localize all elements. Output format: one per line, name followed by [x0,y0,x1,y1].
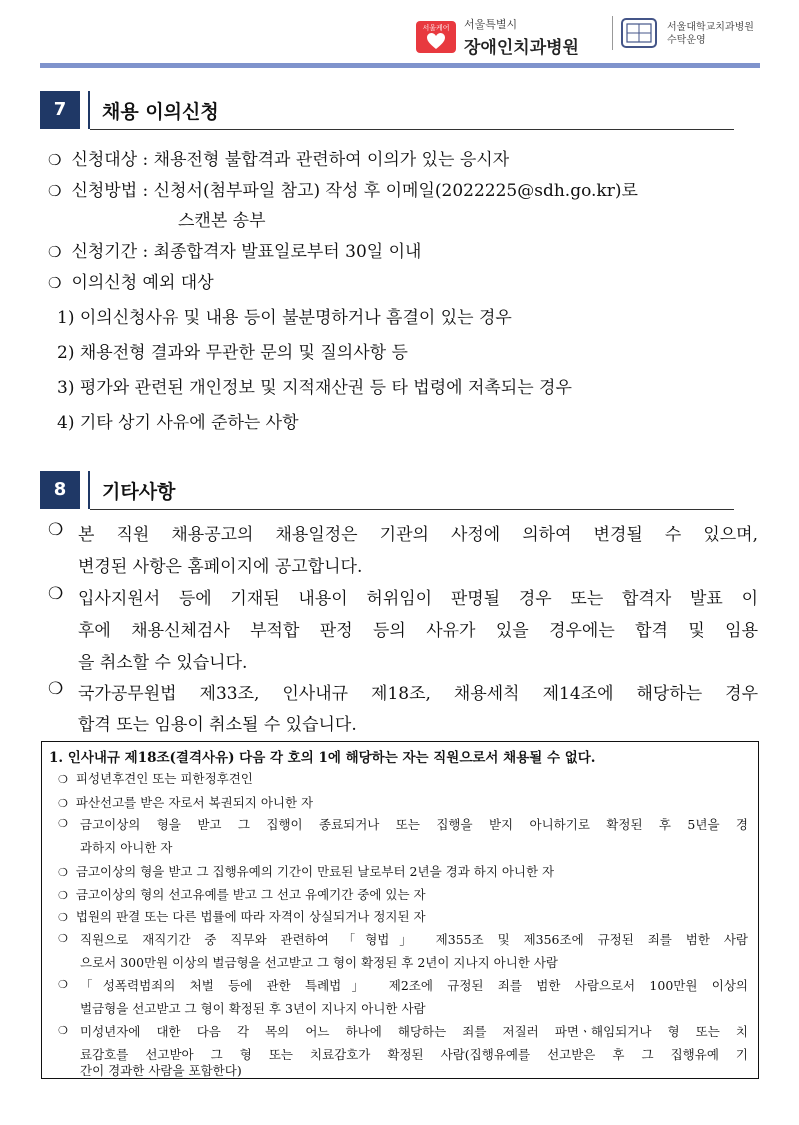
item-text: 법원의 판결 또는 다른 법률에 따라 자격이 상실되거나 정지된 자 [75,909,426,924]
bullet-icon: ❍ [58,889,68,902]
list-item [48,268,214,293]
section-underline [90,509,734,510]
item-text: 간이 경과한 사람을 포함한다) [80,1063,242,1078]
bullet-icon: ❍ [48,520,64,540]
partner-role: 수탁운영 [667,35,706,46]
logo-hospital-name: 장애인치과병원 [464,38,579,58]
bullet-icon: ❍ [58,911,68,924]
paragraph-line: 입사지원서 등에 기재된 내용이 허위임이 판명될 경우 또는 합격자 발표 이 [78,589,758,609]
bullet-icon: ❍ [58,773,68,786]
item-text: 이의신청 예외 대상 [71,273,214,293]
item-text: 신청기간 : 최종합격자 발표일로부터 30일 이내 [71,242,422,262]
section-divider [88,91,90,129]
bullet-icon: ❍ [58,817,68,830]
exception-item: 2) 채용전형 결과와 무관한 문의 및 질의사항 등 [57,343,408,363]
section-number: 7 [40,91,80,129]
logo-city: 서울특별시 [464,18,518,31]
exception-item: 4) 기타 상기 사유에 준하는 사항 [57,413,299,433]
item-text: 료감호를 선고받아 그 형 또는 치료감호가 확정된 사람(집행유예를 선고받은 후 그 집행유예 기 [80,1047,748,1062]
paragraph-line: 합격 또는 임용이 취소될 수 있습니다. [78,715,357,735]
paragraph-line: 을 취소할 수 있습니다. [78,653,248,673]
logo-divider [612,16,613,50]
university-seal-icon [620,17,658,49]
section-8-header [40,471,740,509]
list-item-continuation: 스캔본 송부 [178,211,266,231]
paragraph-line: 후에 채용신체검사 부적합 판정 등의 사유가 있을 경우에는 합격 및 임용 [78,621,758,641]
bullet-icon: ❍ [48,243,62,261]
bullet-icon: ❍ [48,182,62,200]
bullet-icon: ❍ [58,932,68,945]
list-item [48,237,421,262]
section-7-header [40,91,740,129]
bullet-icon: ❍ [58,1024,68,1037]
paragraph-line: 국가공무원법 제33조, 인사내규 제18조, 채용세칙 제14조에 해당하는 경우 [78,684,758,704]
item-text: 으로서 300만원 이상의 벌금형을 선고받고 그 형이 확정된 후 2년이 지나지 아니한 사람 [80,955,558,970]
item-text: 신청방법 : 신청서(첨부파일 참고) 작성 후 이메일(2022225@sdh.go.kr)로 [71,181,638,201]
list-item [58,793,313,811]
item-text: 벌금형을 선고받고 그 형이 확정된 후 3년이 지나지 아니한 사람 [80,1001,426,1016]
list-item [48,176,638,201]
logo-tag: 서울케어 [422,24,450,32]
bullet-icon: ❍ [48,151,62,169]
heart-logo-icon [416,21,456,53]
item-text: 금고이상의 형을 받고 그 집행유예의 기간이 만료된 날로부터 2년을 경과 하지 아니한 자 [75,864,555,879]
page-header [0,10,799,70]
list-item [58,862,554,880]
paragraph-line: 변경된 사항은 홈페이지에 공고합니다. [78,557,363,577]
partner-name: 서울대학교치과병원 [667,22,754,33]
bullet-icon: ❍ [48,274,62,292]
paragraph-line: 본 직원 채용공고의 채용일정은 기관의 사정에 의하여 변경될 수 있으며, [78,525,758,545]
list-item [58,907,426,925]
box-heading: 1. 인사내규 제18조(결격사유) 다음 각 호의 1에 해당하는 자는 직원으로서 채용될 수 없다. [49,750,596,766]
section-divider [88,471,90,509]
bullet-icon: ❍ [58,797,68,810]
item-text: 피성년후견인 또는 피한정후견인 [75,771,253,786]
section-number: 8 [40,471,80,509]
section-underline [90,129,734,130]
item-text: 파산선고를 받은 자로서 복권되지 아니한 자 [75,795,314,810]
list-item [58,769,253,787]
item-text: 직원으로 재직기간 중 직무와 관련하여 「형법」 제355조 및 제356조에 규정된 죄를 범한 사람 [80,932,748,947]
hospital-logo [416,16,579,58]
exception-item: 1) 이의신청사유 및 내용 등이 불분명하거나 흠결이 있는 경우 [57,308,512,328]
section-title: 채용 이의신청 [102,101,219,123]
list-item [48,145,509,170]
bullet-icon: ❍ [58,978,68,991]
item-text: 미성년자에 대한 다음 각 목의 어느 하나에 해당하는 죄를 저질러 파면ㆍ해임되거나 형 또는 치 [80,1024,748,1039]
section-title: 기타사항 [102,481,176,503]
item-text: 과하지 아니한 자 [80,840,173,855]
bullet-icon: ❍ [58,866,68,879]
list-item [58,885,426,903]
bullet-icon: ❍ [48,679,64,699]
header-rule [40,63,760,68]
partner-logo-text [667,21,754,47]
exception-item: 3) 평가와 관련된 개인정보 및 지적재산권 등 타 법령에 저촉되는 경우 [57,378,572,398]
item-text: 금고이상의 형을 받고 그 집행이 종료되거나 또는 집행을 받지 아니하기로 확정된 후 5년을 경 [80,817,748,832]
bullet-icon: ❍ [48,584,64,604]
item-text: 「성폭력범죄의 처벌 등에 관한 특례법」 제2조에 규정된 죄를 범한 사람으로서 100만원 이상의 [80,978,748,993]
item-text: 금고이상의 형의 선고유예를 받고 그 선고 유예기간 중에 있는 자 [75,887,426,902]
item-text: 신청대상 : 채용전형 불합격과 관련하여 이의가 있는 응시자 [71,150,510,170]
